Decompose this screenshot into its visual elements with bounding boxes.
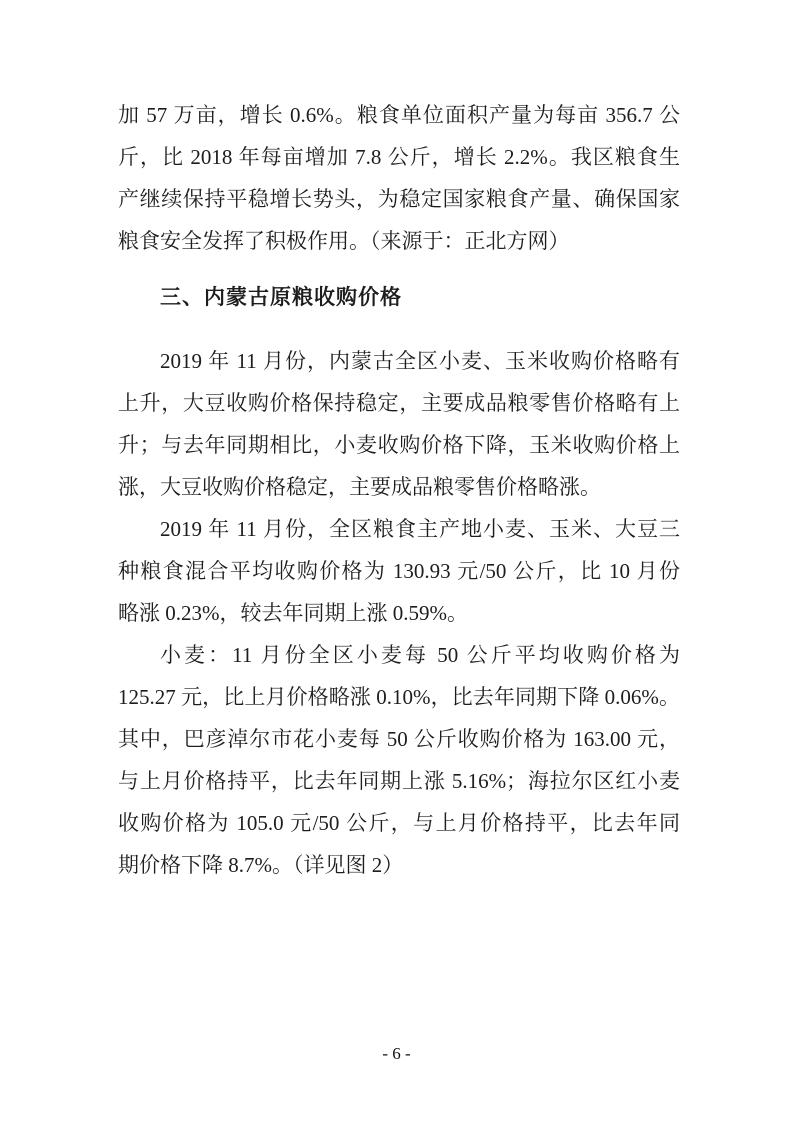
section-heading: 三、内蒙古原粮收购价格 (160, 285, 402, 309)
paragraph-wheat-price (118, 634, 680, 886)
text-line: 种粮食混合平均收购价格为 130.93 元/50 公斤，比 10 月份 (118, 559, 680, 583)
text-line: 2019 年 11 月份，全区粮食主产地小麦、玉米、大豆三 (160, 517, 680, 541)
paragraph-mixed-average-price (118, 508, 680, 634)
text-line: 与上月价格持平，比去年同期上涨 5.16%；海拉尔区红小麦 (118, 769, 680, 793)
text-line: 其中，巴彦淖尔市花小麦每 50 公斤收购价格为 163.00 元， (118, 727, 680, 751)
text-line: 升；与去年同期相比，小麦收购价格下降，玉米收购价格上 (118, 433, 680, 457)
text-line: 上升，大豆收购价格保持稳定，主要成品粮零售价格略有上 (118, 391, 680, 415)
text-line: 略涨 0.23%，较去年同期上涨 0.59%。 (118, 601, 468, 625)
text-line: 2019 年 11 月份，内蒙古全区小麦、玉米收购价格略有 (160, 349, 680, 373)
text-line: 加 57 万亩，增长 0.6%。粮食单位面积产量为每亩 356.7 公 (118, 103, 680, 127)
text-line: 粮食安全发挥了积极作用。（来源于：正北方网） (118, 229, 570, 253)
page-number: - 6 - (382, 1044, 411, 1063)
text-line: 斤，比 2018 年每亩增加 7.8 公斤，增长 2.2%。我区粮食生 (118, 145, 680, 169)
text-line: 小麦：11 月份全区小麦每 50 公斤平均收购价格为 (160, 643, 680, 667)
text-line: 125.27 元，比上月价格略涨 0.10%，比去年同期下降 0.06%。 (118, 685, 680, 709)
paragraph-price-overview (118, 340, 680, 508)
page-body (118, 94, 680, 886)
text-line: 涨，大豆收购价格稳定，主要成品粮零售价格略涨。 (118, 475, 601, 499)
text-line: 期价格下降 8.7%。（详见图 2） (118, 853, 404, 877)
text-line: 收购价格为 105.0 元/50 公斤，与上月价格持平，比去年同 (118, 811, 680, 835)
text-line: 产继续保持平稳增长势头，为稳定国家粮食产量、确保国家 (118, 187, 680, 211)
paragraph-grain-output (118, 94, 680, 262)
